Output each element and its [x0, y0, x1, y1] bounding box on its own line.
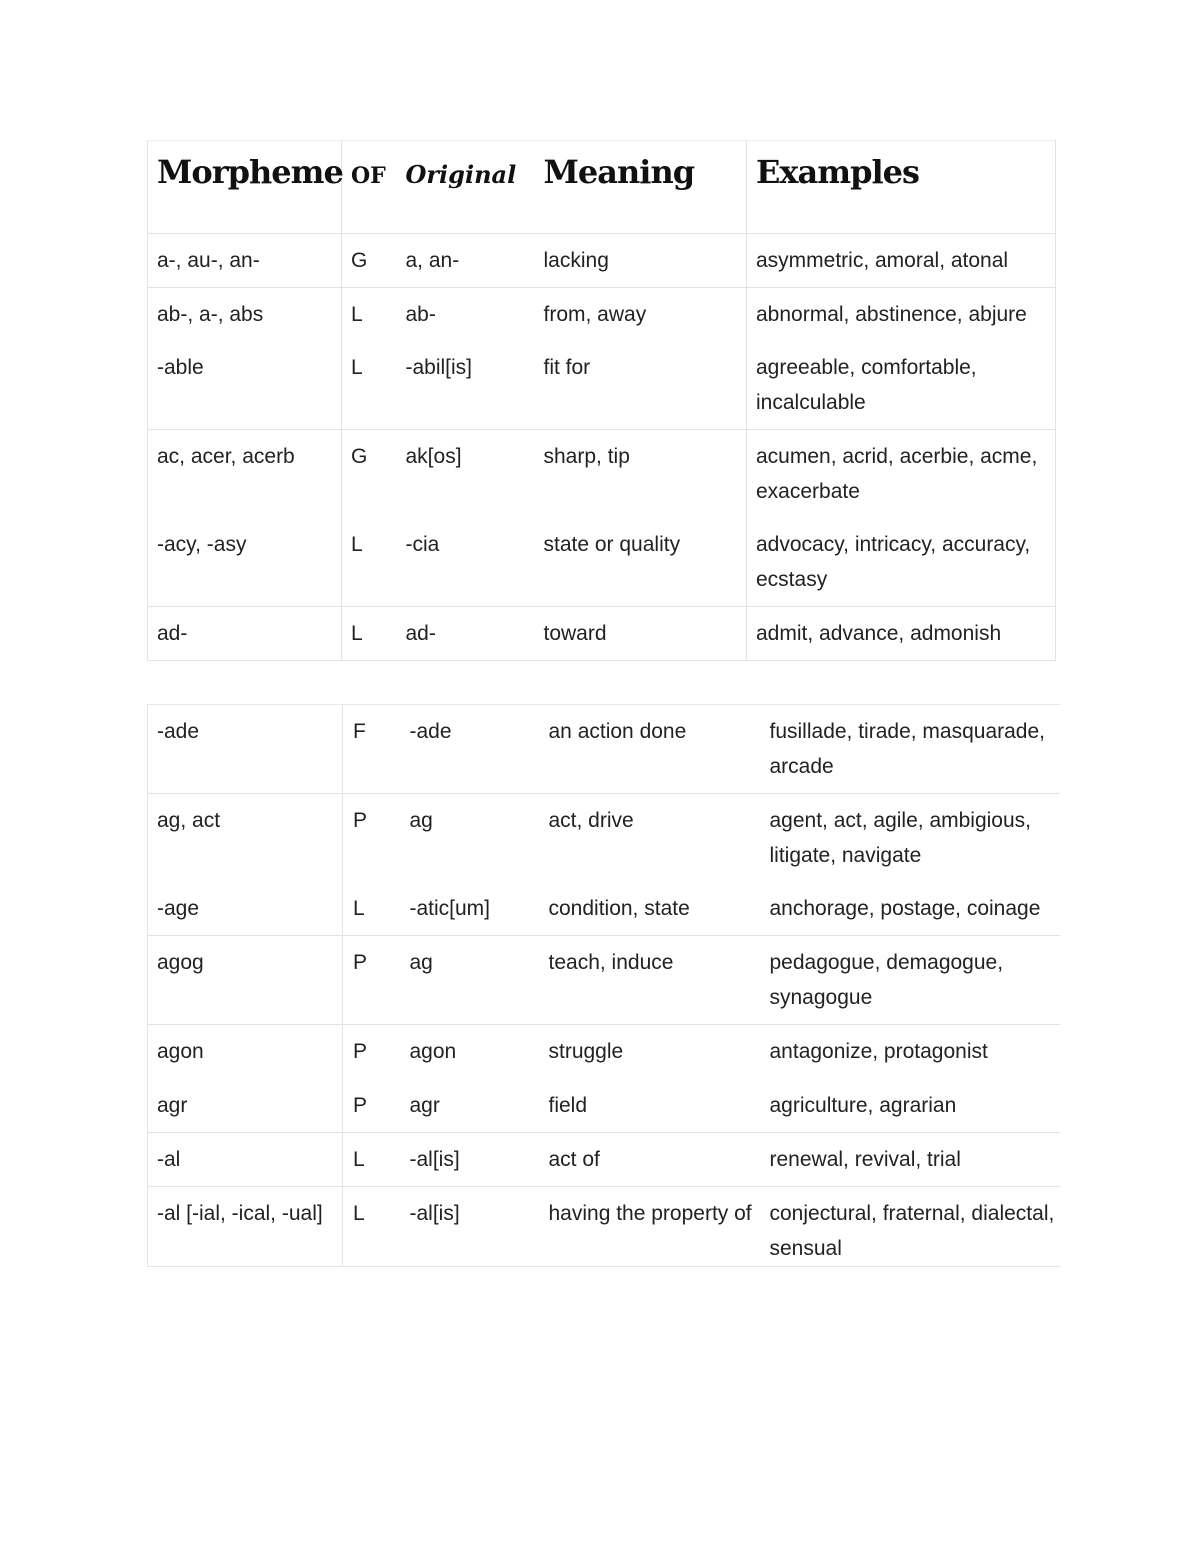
cell-examples: agriculture, agrarian [764, 1069, 1060, 1133]
cell-examples: anchorage, postage, coinage [764, 873, 1060, 936]
cell-of: G [351, 445, 368, 468]
cell-of: L [342, 509, 398, 607]
cell-meaning: act, drive [548, 809, 634, 832]
cell-morpheme: -ade [148, 705, 343, 794]
cell-original: ab- [405, 303, 436, 326]
cell-original: -al[is] [400, 1187, 542, 1267]
cell-examples: admit, advance, admonish [747, 607, 1056, 661]
morpheme-table-bottom [147, 704, 1060, 1267]
table-row [148, 873, 1060, 936]
cell-original: a, an- [398, 234, 538, 288]
cell-original: -abil[is] [398, 332, 538, 430]
table-row [148, 936, 1060, 1025]
cell-examples: agent, act, agile, ambigious, litigate, navigate [769, 809, 1031, 867]
cell-of: P [343, 936, 400, 1025]
cell-meaning: lacking [538, 234, 747, 288]
cell-original: -al[is] [400, 1133, 542, 1187]
cell-meaning: condition, state [542, 873, 764, 936]
cell-of: L [342, 607, 398, 661]
cell-morpheme: -al [148, 1133, 343, 1187]
cell-of: P [353, 1040, 368, 1063]
cell-morpheme: -able [148, 332, 342, 430]
header-morpheme: Morpheme [148, 141, 342, 234]
header-original: Original [398, 141, 538, 234]
cell-of: F [343, 705, 400, 794]
cell-of: P [353, 809, 368, 832]
cell-original: agr [400, 1069, 542, 1133]
cell-morpheme: ac, acer, acerb [148, 430, 342, 510]
cell-of: L [342, 332, 398, 430]
table-row [148, 430, 1056, 510]
cell-of: L [343, 873, 400, 936]
cell-meaning: act of [542, 1133, 764, 1187]
table-row [148, 1187, 1060, 1267]
table-row [148, 509, 1056, 607]
cell-original: ad- [398, 607, 538, 661]
cell-examples: fusillade, tirade, masquarade, arcade [764, 705, 1060, 794]
cell-examples: conjectural, fraternal, dialectal, sensual [764, 1187, 1060, 1267]
cell-morpheme: agon [148, 1025, 343, 1070]
table-row [148, 1069, 1060, 1133]
cell-of: G [342, 234, 398, 288]
header-examples: Examples [747, 141, 1056, 234]
cell-meaning: fit for [538, 332, 747, 430]
table-header-row [148, 141, 1056, 234]
cell-morpheme: -al [-ial, -ical, -ual] [148, 1187, 343, 1267]
cell-meaning: state or quality [538, 509, 747, 607]
cell-examples: agreeable, comfortable, incalculable [747, 332, 1056, 430]
cell-examples: abnormal, abstinence, abjure [747, 288, 1056, 333]
cell-meaning: teach, induce [542, 936, 764, 1025]
table-row [148, 607, 1056, 661]
cell-morpheme: -age [148, 873, 343, 936]
cell-of: L [351, 303, 363, 326]
cell-morpheme: agr [148, 1069, 343, 1133]
cell-original: ak[os] [405, 445, 462, 468]
table-row [148, 1133, 1060, 1187]
cell-morpheme: ab-, a-, abs [148, 288, 342, 333]
table-row [148, 794, 1060, 874]
table-row [148, 234, 1056, 288]
header-of: OF [342, 141, 398, 234]
cell-meaning: sharp, tip [538, 430, 747, 510]
table-row [148, 332, 1056, 430]
cell-meaning: toward [538, 607, 747, 661]
cell-morpheme: ag, act [148, 794, 343, 874]
cell-examples: antagonize, protagonist [769, 1040, 988, 1063]
cell-meaning: having the property of [542, 1187, 764, 1267]
cell-original: -cia [398, 509, 538, 607]
cell-original: -ade [400, 705, 542, 794]
cell-of: L [343, 1133, 400, 1187]
table-row [148, 1025, 1060, 1070]
cell-meaning: from, away [538, 288, 747, 333]
cell-examples: pedagogue, demagogue, synagogue [764, 936, 1060, 1025]
cell-meaning: struggle [548, 1040, 624, 1063]
cell-examples: advocacy, intricacy, accuracy, ecstasy [747, 509, 1056, 607]
cell-morpheme: -acy, -asy [148, 509, 342, 607]
cell-morpheme: agog [148, 936, 343, 1025]
cell-original: ag [409, 809, 433, 832]
cell-original: -atic[um] [400, 873, 542, 936]
cell-of: L [343, 1187, 400, 1267]
table-row [148, 705, 1060, 794]
morpheme-table-top [147, 140, 1056, 661]
cell-meaning: field [542, 1069, 764, 1133]
cell-original: ag [400, 936, 542, 1025]
header-meaning: Meaning [538, 141, 747, 234]
cell-examples: asymmetric, amoral, atonal [747, 234, 1056, 288]
cell-meaning: an action done [542, 705, 764, 794]
cell-morpheme: a-, au-, an- [148, 234, 342, 288]
cell-of: P [343, 1069, 400, 1133]
cell-examples: acumen, acrid, acerbie, acme, exacerbate [747, 430, 1056, 510]
cell-morpheme: ad- [148, 607, 342, 661]
table-row [148, 288, 1056, 333]
cell-examples: renewal, revival, trial [764, 1133, 1060, 1187]
cell-original: agon [409, 1040, 457, 1063]
